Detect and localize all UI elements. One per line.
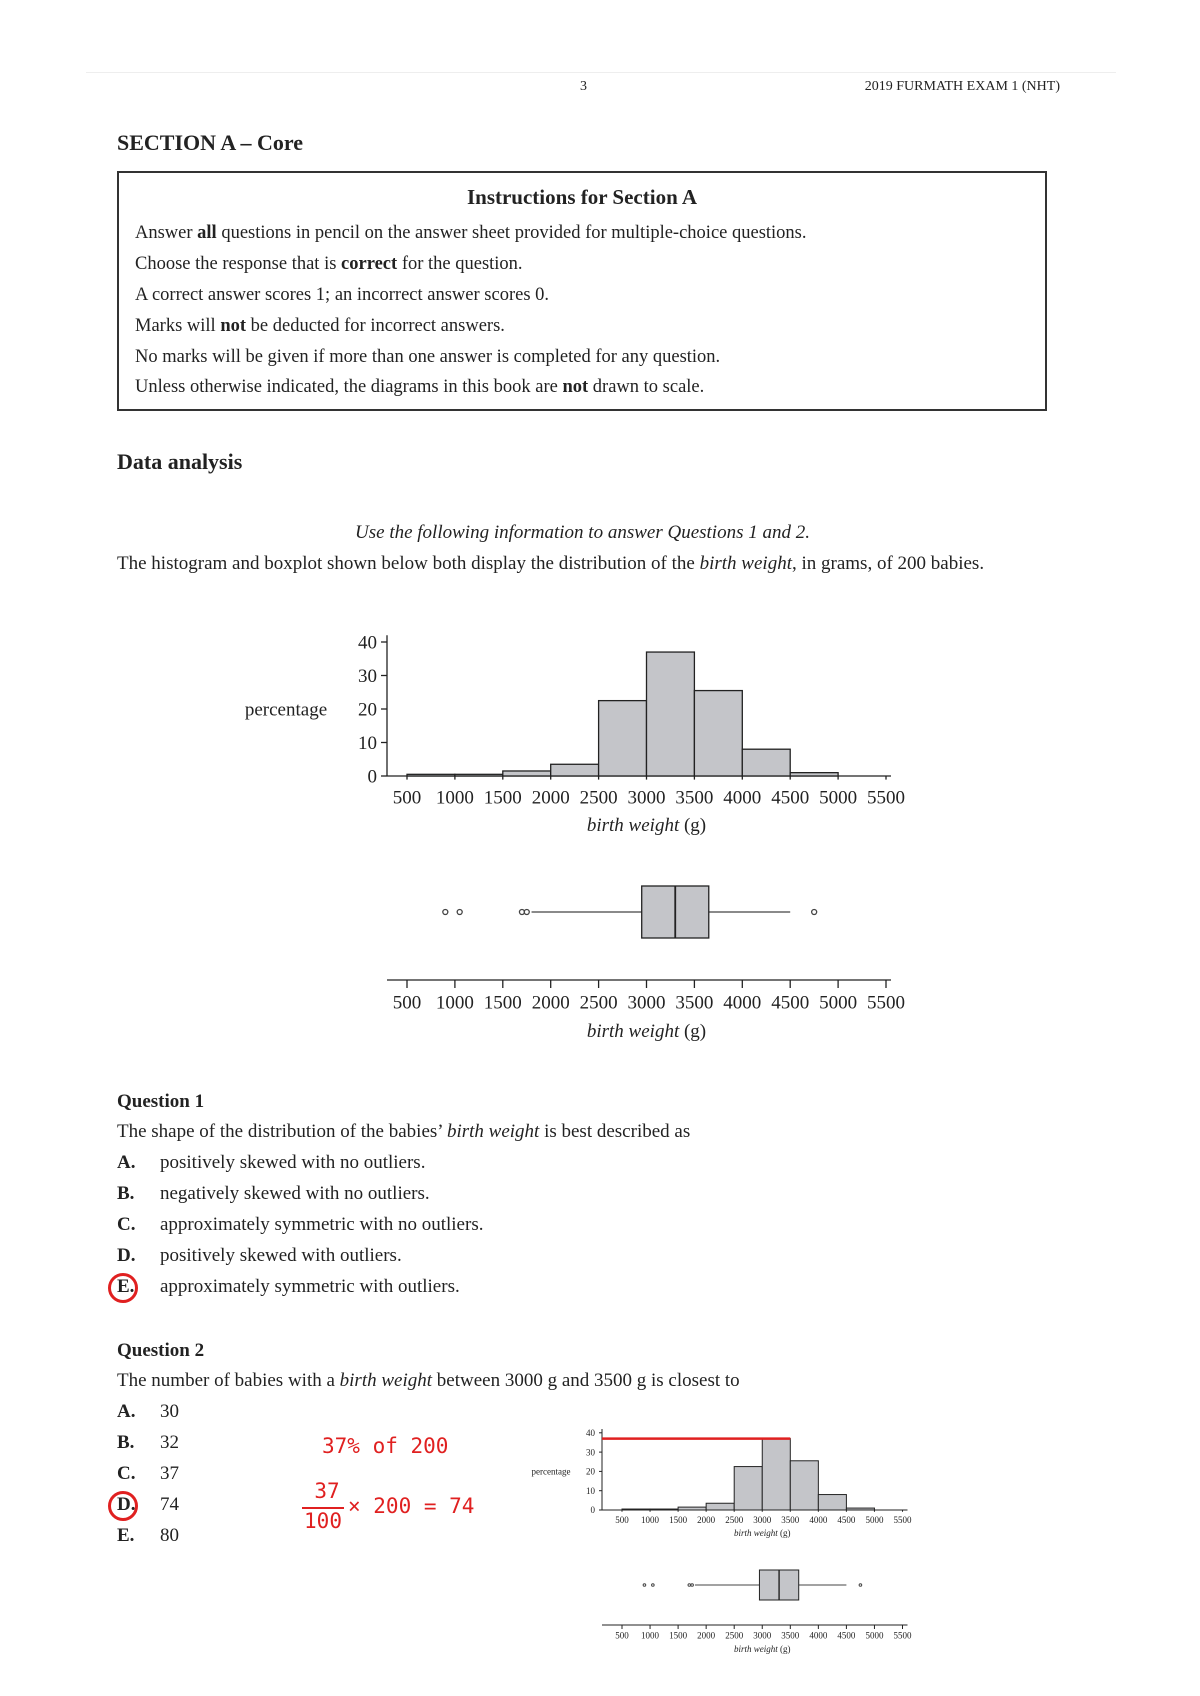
q1-option-b[interactable]: negatively skewed with no outliers.	[160, 1183, 430, 1204]
text-run: birth weight	[339, 1370, 433, 1391]
y-tick-label: 40	[358, 632, 377, 654]
page-number: 3	[580, 79, 587, 94]
y-tick-label: 20	[586, 1466, 595, 1477]
text-run: Unless otherwise indicated, the diagrams in this book are	[135, 377, 563, 397]
q2-option-d-letter: D.	[117, 1494, 136, 1515]
x-axis-label-unit: (g)	[679, 1021, 707, 1042]
histogram-bar	[678, 1507, 706, 1510]
x-tick-label: 2000	[697, 1630, 716, 1641]
x-tick-label: 4500	[771, 787, 810, 809]
x-tick-label: 2000	[531, 787, 570, 809]
x-tick-label: 3000	[627, 787, 666, 809]
outlier-point	[688, 1584, 691, 1587]
x-tick-label: 5500	[867, 992, 905, 1014]
x-tick-label: 2500	[725, 1515, 744, 1526]
x-axis-label-unit: (g)	[777, 1644, 791, 1654]
x-tick-label: 3500	[675, 992, 714, 1014]
q2-option-c[interactable]: 37	[160, 1463, 179, 1484]
x-tick-label: 500	[392, 992, 422, 1014]
q1-option-a[interactable]: positively skewed with no outliers.	[160, 1152, 426, 1173]
y-tick-label: 10	[586, 1485, 595, 1496]
instructions-title: Instructions for Section A	[466, 185, 698, 209]
q1-option-b-letter: B.	[117, 1183, 135, 1204]
histogram-bar	[706, 1503, 734, 1510]
x-axis-label-var: birth weight	[733, 1644, 778, 1654]
annotated-boxplot	[602, 1570, 912, 1654]
q2-option-c-letter: C.	[117, 1463, 136, 1484]
q2-option-b[interactable]: 32	[160, 1432, 179, 1453]
working-line-1: 37% of 200	[322, 1434, 449, 1458]
y-axis-label: percentage	[244, 699, 328, 721]
histogram-bar	[790, 1461, 818, 1510]
x-tick-label: 2000	[697, 1515, 716, 1526]
text-run: not	[220, 316, 247, 336]
q1-option-e[interactable]: approximately symmetric with outliers.	[160, 1276, 460, 1297]
x-tick-label: 500	[615, 1630, 629, 1641]
y-tick-label: 10	[358, 733, 377, 755]
text-run: Marks will	[135, 316, 221, 336]
y-tick-label: 40	[586, 1427, 595, 1438]
q1-option-e-letter: E.	[117, 1276, 135, 1297]
q1-option-d[interactable]: positively skewed with outliers.	[160, 1245, 402, 1266]
x-tick-label: 5500	[893, 1630, 912, 1641]
x-tick-label: 4500	[837, 1630, 856, 1641]
x-tick-label: 3500	[675, 787, 714, 809]
y-tick-label: 0	[590, 1505, 595, 1516]
x-tick-label: 2500	[579, 787, 618, 809]
y-tick-label: 20	[358, 699, 377, 721]
text-run: drawn to scale.	[588, 377, 705, 397]
x-tick-label: 5500	[893, 1515, 912, 1526]
x-tick-label: 1000	[641, 1630, 660, 1641]
text-run: birth weight	[699, 553, 792, 574]
x-axis-label-unit: (g)	[777, 1528, 791, 1539]
x-axis-label-var: birth weight	[586, 815, 680, 837]
x-tick-label: 1500	[669, 1630, 688, 1641]
text-run: all	[197, 223, 217, 243]
histogram-bar	[622, 1509, 650, 1510]
x-tick-label: 4500	[837, 1515, 856, 1526]
data-analysis-heading: Data analysis	[117, 449, 243, 474]
x-tick-label: 3000	[753, 1630, 772, 1641]
question-2-title: Question 2	[117, 1340, 205, 1361]
x-tick-label: 4000	[809, 1515, 828, 1526]
x-tick-label: 1000	[641, 1515, 660, 1526]
x-tick-label: 4500	[771, 992, 810, 1014]
x-tick-label: 4000	[809, 1630, 828, 1641]
x-axis-label	[734, 1528, 791, 1538]
x-tick-label: 5000	[865, 1630, 884, 1641]
x-axis-label	[734, 1644, 791, 1654]
q2-option-a-letter: A.	[117, 1401, 136, 1422]
x-tick-label: 500	[615, 1515, 629, 1526]
text-run: birth weight	[446, 1121, 540, 1142]
y-tick-label: 30	[586, 1447, 595, 1458]
x-tick-label: 500	[392, 787, 422, 809]
text-run: for the question.	[397, 254, 523, 274]
y-axis-label: percentage	[531, 1466, 571, 1477]
q1-option-d-letter: D.	[117, 1245, 136, 1266]
x-tick-label: 1000	[435, 787, 474, 809]
x-tick-label: 3500	[781, 1515, 800, 1526]
q2-option-b-letter: B.	[117, 1432, 135, 1453]
histogram-bar	[818, 1495, 846, 1510]
x-tick-label: 3000	[753, 1515, 772, 1526]
q2-option-d[interactable]: 74	[160, 1494, 179, 1515]
x-tick-label: 1500	[483, 787, 522, 809]
text-run: between 3000 g and 3500 g is closest to	[432, 1370, 740, 1391]
working-numerator: 37	[314, 1479, 340, 1503]
text-run: The histogram and boxplot shown below both display the distribution of the	[117, 553, 700, 574]
working-calculation: × 200 = 74	[348, 1494, 475, 1518]
q2-option-a[interactable]: 30	[160, 1401, 179, 1422]
text-run: Choose the response that is	[135, 254, 342, 274]
q1-option-c[interactable]: approximately symmetric with no outliers.	[160, 1214, 484, 1235]
x-tick-label: 2500	[579, 992, 618, 1014]
text-run: Answer	[135, 223, 198, 243]
info-intro: Use the following information to answer Questions 1 and 2.	[355, 522, 810, 543]
x-tick-label: 4000	[723, 992, 762, 1014]
text-run: correct	[341, 254, 398, 274]
text-run: be deducted for incorrect answers.	[246, 316, 505, 336]
x-tick-label: 3000	[627, 992, 666, 1014]
working-denominator: 100	[304, 1509, 342, 1533]
text-run: The number of babies with a	[117, 1370, 340, 1391]
text-run: No marks will be given if more than one answer is completed for any question.	[135, 347, 721, 367]
x-axis-label-unit: (g)	[679, 815, 707, 837]
text-run: , in grams, of 200 babies.	[791, 553, 985, 574]
x-tick-label: 5500	[867, 787, 905, 809]
x-tick-label: 5000	[819, 992, 858, 1014]
histogram-bar	[650, 1509, 678, 1510]
y-tick-label: 0	[367, 766, 377, 788]
annotated-histogram	[532, 1428, 912, 1538]
histogram-bar	[734, 1467, 762, 1510]
text-run: not	[562, 377, 589, 397]
x-tick-label: 2000	[531, 992, 570, 1014]
text-run: The shape of the distribution of the babies’	[117, 1121, 447, 1142]
outlier-point	[691, 1584, 694, 1587]
q1-option-c-letter: C.	[117, 1214, 136, 1235]
exam-code: 2019 FURMATH EXAM 1 (NHT)	[864, 79, 1060, 94]
x-tick-label: 5000	[819, 787, 858, 809]
histogram-bar	[762, 1439, 790, 1510]
x-tick-label: 5000	[865, 1515, 884, 1526]
x-tick-label: 1500	[483, 992, 522, 1014]
x-axis-label-var: birth weight	[586, 1021, 680, 1042]
text-run: is best described as	[539, 1121, 691, 1142]
x-tick-label: 1500	[669, 1515, 688, 1526]
q2-option-e[interactable]: 80	[160, 1525, 179, 1546]
x-tick-label: 2500	[725, 1630, 744, 1641]
x-axis-label-var: birth weight	[733, 1528, 778, 1539]
histogram-bar	[846, 1508, 874, 1510]
x-tick-label: 3500	[781, 1630, 800, 1641]
outlier-point	[643, 1584, 646, 1587]
x-tick-label: 1000	[435, 992, 474, 1014]
outlier-point	[859, 1584, 862, 1587]
text-run: A correct answer scores 1; an incorrect answer scores 0.	[135, 285, 550, 305]
q2-option-e-letter: E.	[117, 1525, 135, 1546]
y-tick-label: 30	[358, 666, 377, 688]
x-tick-label: 4000	[723, 787, 762, 809]
outlier-point	[652, 1584, 655, 1587]
text-run: questions in pencil on the answer sheet provided for multiple-choice questions.	[216, 223, 807, 243]
q1-option-a-letter: A.	[117, 1152, 136, 1173]
section-heading: SECTION A – Core	[117, 130, 304, 155]
question-1-title: Question 1	[117, 1091, 205, 1112]
